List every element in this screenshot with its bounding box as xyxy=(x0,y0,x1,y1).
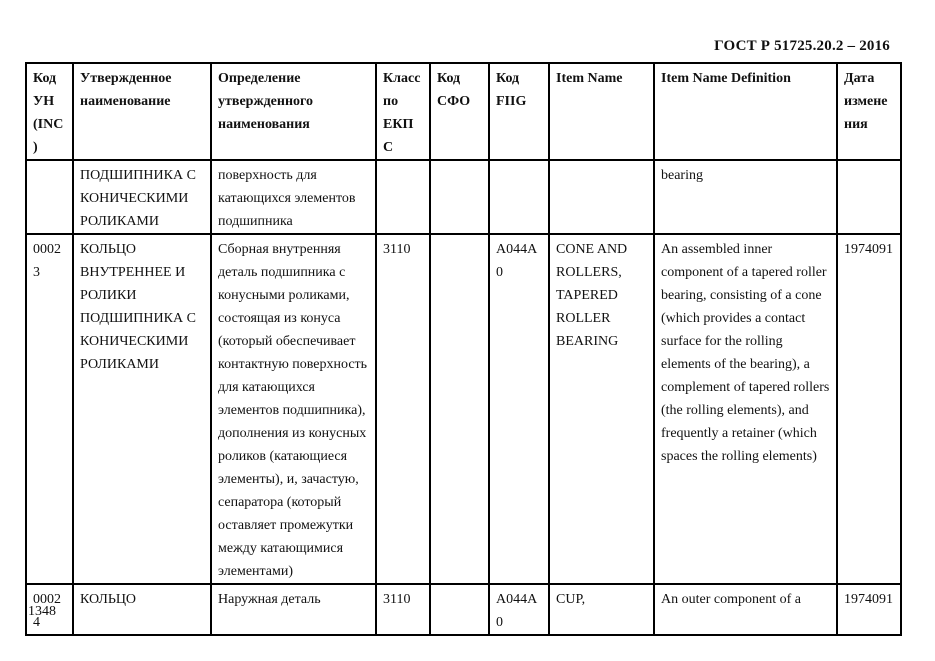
header-inc-code: Код УН (INC) xyxy=(26,63,73,160)
header-item-name-definition: Item Name Definition xyxy=(654,63,837,160)
cell-change-date: 1974091 xyxy=(837,234,901,584)
cell-item-name-definition: bearing xyxy=(654,160,837,234)
cell-approved-name-definition: Наружная деталь xyxy=(211,584,376,635)
cell-ekps-class: 3110 xyxy=(376,584,430,635)
page-number: 1348 xyxy=(28,604,56,619)
cell-fiig-code xyxy=(489,160,549,234)
cell-approved-name-definition: поверхность для катающихся элементов подшипника xyxy=(211,160,376,234)
table-row xyxy=(26,234,901,584)
cell-inc-code xyxy=(26,160,73,234)
cell-change-date: 1974091 xyxy=(837,584,901,635)
cell-sfo-code xyxy=(430,584,489,635)
header-ekps-class: Класс по ЕКПС xyxy=(376,63,430,160)
header-approved-name-definition: Определение утвержденного наименования xyxy=(211,63,376,160)
header-item-name: Item Name xyxy=(549,63,654,160)
cell-item-name: CONE AND ROLLERS, TAPERED ROLLER BEARING xyxy=(549,234,654,584)
header-approved-name: Утвержденное наименование xyxy=(73,63,211,160)
header-sfo-code: Код СФО xyxy=(430,63,489,160)
cell-inc-code: 00023 xyxy=(26,234,73,584)
cell-item-name xyxy=(549,160,654,234)
cell-approved-name: ПОДШИПНИКА С КОНИЧЕСКИМИ РОЛИКАМИ xyxy=(73,160,211,234)
cell-item-name-definition: An outer component of a xyxy=(654,584,837,635)
table-row xyxy=(26,584,901,635)
cell-sfo-code xyxy=(430,234,489,584)
cell-fiig-code: A044A0 xyxy=(489,234,549,584)
cell-item-name: CUP, xyxy=(549,584,654,635)
cell-inc-code: 00024 xyxy=(26,584,73,635)
cell-item-name-definition: An assembled inner component of a tapered roller bearing, consisting of a cone (which provides a contact surface for the rolling elements of the bearing), a complement of tapered rollers (the rolling elements), and frequently a retainer (which spaces the rolling elements) xyxy=(654,234,837,584)
header-change-date: Дата изменения xyxy=(837,63,901,160)
cell-approved-name: КОЛЬЦО ВНУТРЕННЕЕ И РОЛИКИ ПОДШИПНИКА С КОНИЧЕСКИМИ РОЛИКАМИ xyxy=(73,234,211,584)
cell-approved-name-definition: Сборная внутренняя деталь подшипника с конусными роликами, состоящая из конуса (который обеспечивает контактную поверхность для катающихся элементов подшипника), дополнения из конусных роликов (катающиеся элементы), и, зачастую, сепаратора (который оставляет промежутки между катающимися элементами) xyxy=(211,234,376,584)
cell-ekps-class xyxy=(376,160,430,234)
cell-fiig-code: A044A0 xyxy=(489,584,549,635)
table-row xyxy=(26,160,901,234)
table-header-row xyxy=(26,63,901,160)
cell-approved-name: КОЛЬЦО xyxy=(73,584,211,635)
cell-change-date xyxy=(837,160,901,234)
gost-item-table xyxy=(25,62,902,636)
cell-sfo-code xyxy=(430,160,489,234)
document-title: ГОСТ Р 51725.20.2 – 2016 xyxy=(714,38,890,54)
cell-ekps-class: 3110 xyxy=(376,234,430,584)
header-fiig-code: Код FIIG xyxy=(489,63,549,160)
